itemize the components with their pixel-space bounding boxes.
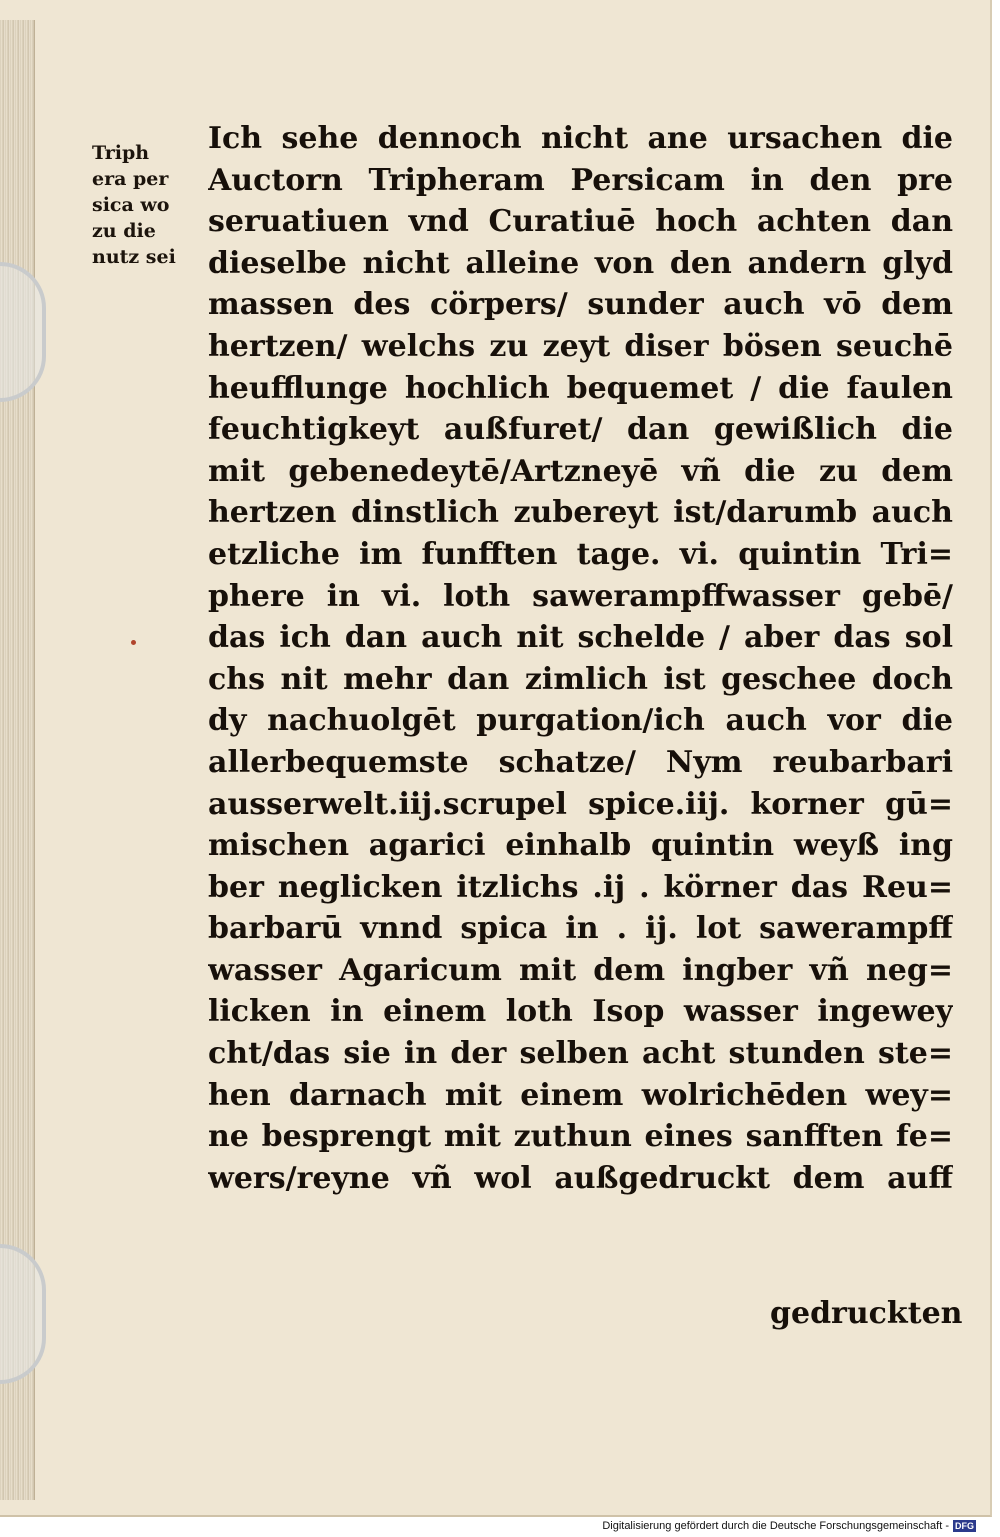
catchword: gedruckten bbox=[770, 1296, 963, 1331]
text-line: allerbequemste schatze/ Nym reubarbari bbox=[208, 744, 953, 780]
text-line: wasser Agaricum mit dem ingber vñ neg= bbox=[208, 952, 953, 988]
ink-speck bbox=[131, 640, 136, 645]
marginal-note-line: nutz sei bbox=[92, 246, 176, 268]
dfg-logo: DFG bbox=[955, 1521, 974, 1532]
text-line: heufflunge hochlich bequemet / die faulen bbox=[208, 370, 953, 406]
text-line: Auctorn Tripheram Persicam in den pre bbox=[208, 162, 953, 198]
marginal-note-line: Triph bbox=[92, 142, 150, 164]
text-line: chs nit mehr dan zimlich ist geschee doch bbox=[208, 661, 953, 697]
text-line: wers/reyne vñ wol außgedruckt dem auff bbox=[208, 1160, 953, 1196]
text-line: hertzen dinstlich zubereyt ist/darumb auch bbox=[208, 495, 953, 531]
text-line: barbarū vnnd spica in . ij. lot sawerampff bbox=[208, 911, 953, 947]
marginal-note-line: sica wo bbox=[92, 194, 170, 216]
text-line: ausserwelt.iij.scrupel spice.iij. korner gū= bbox=[208, 786, 953, 822]
text-line: ne besprengt mit zuthun eines sanfften fe= bbox=[208, 1119, 953, 1155]
text-line: Ich sehe dennoch nicht ane ursachen die bbox=[208, 121, 953, 156]
attribution-text: Digitalisierung gefördert durch die Deutsche Forschungsgemeinschaft - bbox=[602, 1520, 949, 1532]
marginal-note-line: era per bbox=[92, 168, 169, 190]
page-clip-top bbox=[0, 262, 46, 402]
text-line: cht/das sie in der selben acht stunden ste= bbox=[208, 1036, 953, 1072]
text-line: seruatiuen vnd Curatiuē hoch achten dan bbox=[208, 204, 953, 240]
text-line: massen des cörpers/ sunder auch vō dem bbox=[208, 287, 953, 323]
text-line: feuchtigkeyt außfuret/ dan gewißlich die bbox=[208, 412, 953, 448]
text-line: ber neglicken itzlichs .ij . körner das Reu= bbox=[208, 869, 953, 905]
text-line: hen darnach mit einem wolrichēden wey= bbox=[208, 1077, 953, 1113]
text-line: phere in vi. loth sawerampffwasser gebē/ bbox=[208, 578, 953, 614]
text-line: dieselbe nicht alleine von den andern glyd bbox=[208, 245, 953, 281]
body-text bbox=[208, 118, 953, 1199]
text-line: licken in einem loth Isop wasser ingewey bbox=[208, 994, 953, 1030]
page-clip-bottom bbox=[0, 1244, 46, 1384]
text-line: mischen agarici einhalb quintin weyß ing bbox=[208, 828, 953, 864]
text-line: mit gebenedeytē/Artzneyē vñ die zu dem bbox=[208, 453, 953, 489]
text-line: dy nachuolgēt purgation/ich auch vor die bbox=[208, 703, 953, 739]
digitization-attribution bbox=[602, 1519, 976, 1533]
text-line: hertzen/ welchs zu zeyt diser bösen seuchē bbox=[208, 328, 953, 364]
marginal-note bbox=[92, 140, 212, 270]
text-line: das ich dan auch nit schelde / aber das sol bbox=[208, 620, 953, 656]
text-line: etzliche im funfften tage. vi. quintin Tri= bbox=[208, 536, 953, 572]
marginal-note-line: zu die bbox=[92, 220, 156, 242]
